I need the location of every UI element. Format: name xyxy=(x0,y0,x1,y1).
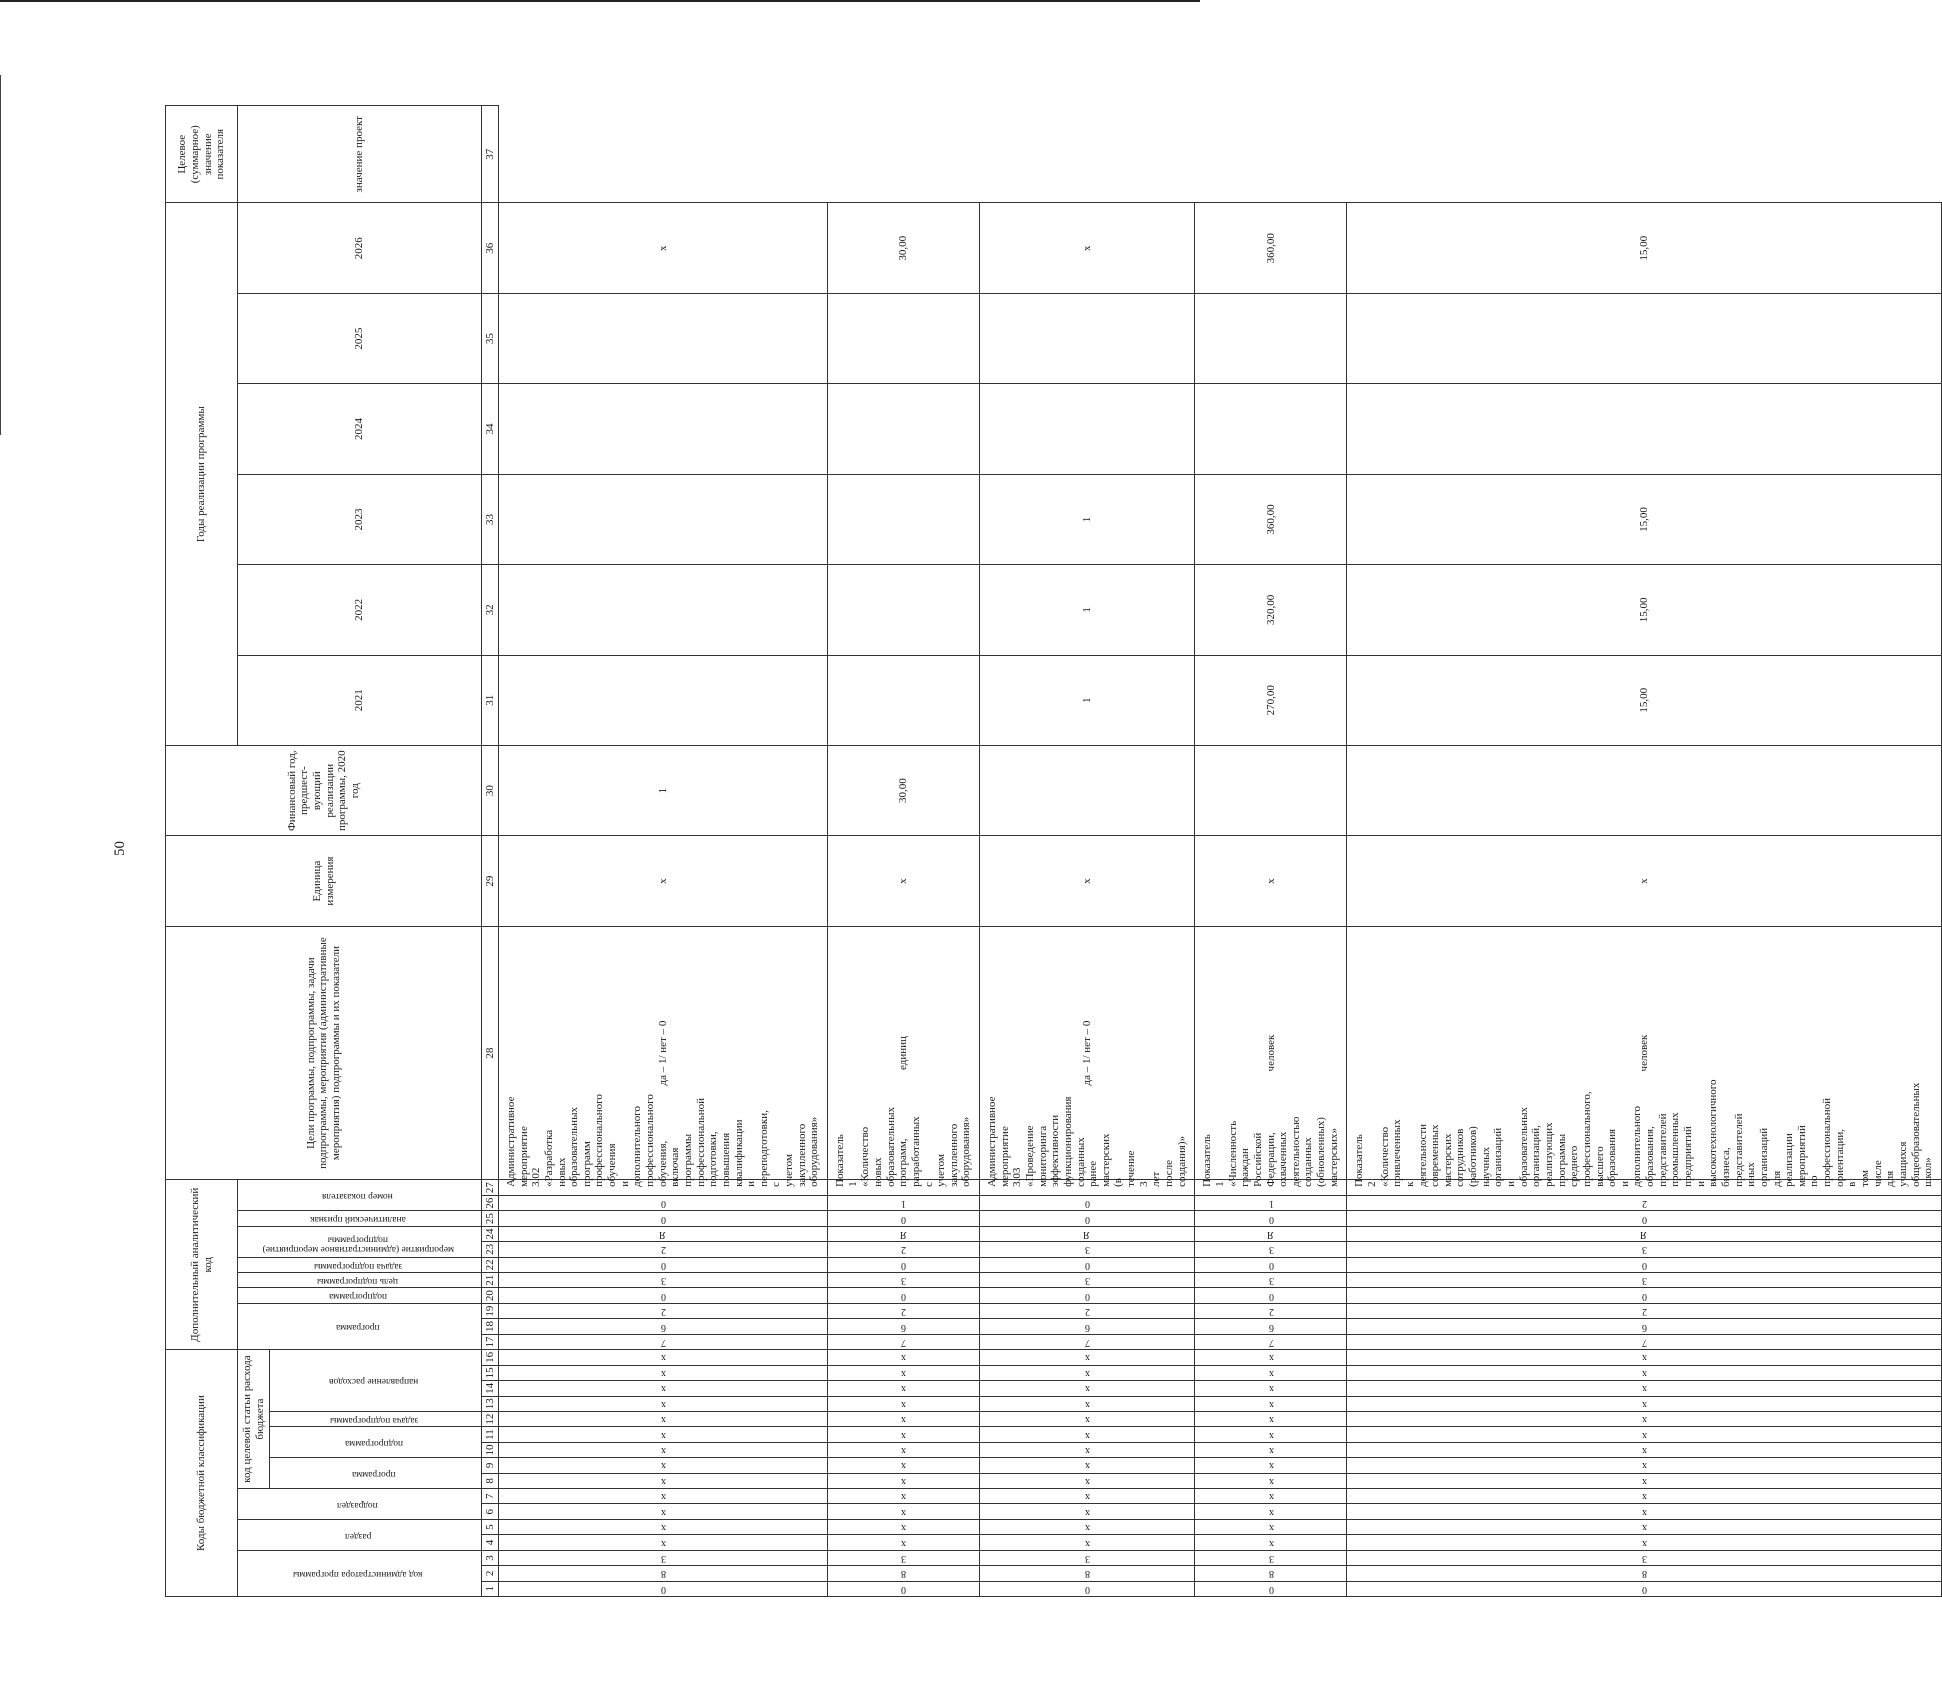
row-year-value: 1 xyxy=(980,655,1195,745)
row-year-value xyxy=(828,293,980,383)
code-cell: x xyxy=(828,1519,980,1534)
code-cell: x xyxy=(980,1458,1195,1473)
code-cell: x xyxy=(1347,1442,1941,1457)
column-number: 5 xyxy=(482,1519,499,1534)
code-cell: 2 xyxy=(828,1303,980,1318)
code-cell: 3 xyxy=(828,1550,980,1565)
table-row xyxy=(1347,106,1941,1597)
column-number: 32 xyxy=(482,565,499,655)
code-cell: x xyxy=(980,1396,1195,1411)
code-cell: 3 xyxy=(828,1273,980,1288)
code-cell: 3 xyxy=(1195,1273,1347,1288)
code-cell: x xyxy=(1195,1427,1347,1442)
row-unit: человек xyxy=(1347,926,1941,1180)
column-number: 2 xyxy=(482,1566,499,1581)
code-cell: 3 xyxy=(980,1273,1195,1288)
row-year-value xyxy=(1347,384,1941,474)
row-unit: да – 1/ нет – 0 xyxy=(980,926,1195,1180)
row-year-value xyxy=(1195,293,1347,383)
header-ext-event: мероприятие (административное мероприятие) подпрограммы xyxy=(238,1226,482,1257)
year-2023: 2023 xyxy=(238,474,482,564)
row-unit: человек xyxy=(1195,926,1347,1180)
column-number: 35 xyxy=(482,293,499,383)
header-budget-codes: Коды бюджетной классификации xyxy=(166,1350,238,1597)
header-subprogram: подпрограмма xyxy=(270,1427,482,1458)
code-cell: 0 xyxy=(499,1257,828,1272)
row-year-value: 1 xyxy=(980,474,1195,564)
code-cell: x xyxy=(1347,1396,1941,1411)
code-cell: 0 xyxy=(1195,1581,1347,1596)
column-number: 14 xyxy=(482,1381,499,1396)
header-fin-year: Финансовый год, предшест-вующий реализации программы, 2020 год xyxy=(166,745,482,835)
code-cell: x xyxy=(1195,1519,1347,1534)
column-number: 7 xyxy=(482,1489,499,1504)
code-cell: 0 xyxy=(499,1195,828,1210)
row-year-value xyxy=(828,655,980,745)
header-admin-code: код администратора программы xyxy=(238,1550,482,1596)
code-cell: 7 xyxy=(828,1334,980,1349)
code-cell: x xyxy=(980,1381,1195,1396)
row-year-value xyxy=(980,745,1195,835)
code-cell: 2 xyxy=(1195,1303,1347,1318)
scan-edge-top xyxy=(0,0,1200,2)
code-cell: x xyxy=(499,1381,828,1396)
code-cell: x xyxy=(980,1519,1195,1534)
column-number: 4 xyxy=(482,1535,499,1550)
year-2021: 2021 xyxy=(238,655,482,745)
code-cell: x xyxy=(1195,1442,1347,1457)
code-cell: 8 xyxy=(1195,1566,1347,1581)
code-cell: 3 xyxy=(1347,1242,1941,1257)
code-cell: 0 xyxy=(980,1257,1195,1272)
code-cell: x xyxy=(1347,1365,1941,1380)
code-cell: 2 xyxy=(499,1303,828,1318)
code-cell: x xyxy=(980,1365,1195,1380)
code-cell: x xyxy=(499,1427,828,1442)
code-cell: 6 xyxy=(828,1319,980,1334)
column-number: 28 xyxy=(482,926,499,1180)
code-cell: x xyxy=(828,1396,980,1411)
column-number: 36 xyxy=(482,203,499,293)
code-cell: 0 xyxy=(1347,1581,1941,1596)
row-target-value: x xyxy=(980,203,1195,293)
code-cell: 8 xyxy=(499,1566,828,1581)
code-cell: Я xyxy=(499,1226,828,1241)
year-2022: 2022 xyxy=(238,565,482,655)
code-cell: 7 xyxy=(499,1334,828,1349)
header-subsection: подраздел xyxy=(238,1489,482,1520)
code-cell: 2 xyxy=(828,1242,980,1257)
row-year-value xyxy=(1195,384,1347,474)
code-cell: x xyxy=(980,1411,1195,1426)
column-number: 13 xyxy=(482,1396,499,1411)
code-cell: 2 xyxy=(980,1303,1195,1318)
code-cell: 3 xyxy=(1347,1550,1941,1565)
row-year-value xyxy=(1347,745,1941,835)
row-description: Административное мероприятие 3.02 «Разработка новых образовательных программ профессионального обучения и дополнительного профессионального обучения, включая программы профессиональной подготовки, повышения квалификации и переподготовки, с учетом закупленного оборудования» xyxy=(499,1180,828,1196)
row-year-value: 320,00 xyxy=(1195,565,1347,655)
row-description: Показатель 1 «Численность граждан Российской Федерации, охваченных деятельностью созданных (обновленных) мастерских» xyxy=(1195,1180,1347,1196)
row-year-value xyxy=(828,474,980,564)
header-project-value: значение проект xyxy=(238,106,482,203)
code-cell: x xyxy=(980,1442,1195,1457)
code-cell: x xyxy=(828,1381,980,1396)
header-unit: Единица измерения xyxy=(166,836,482,926)
header-ext-indicator: номер показателя xyxy=(238,1180,482,1211)
column-number: 23 xyxy=(482,1242,499,1257)
code-cell: x xyxy=(499,1504,828,1519)
column-number: 31 xyxy=(482,655,499,745)
code-cell: 8 xyxy=(828,1566,980,1581)
code-cell: x xyxy=(1195,1411,1347,1426)
column-number: 16 xyxy=(482,1350,499,1366)
row-year-value xyxy=(499,565,828,655)
code-cell: 2 xyxy=(499,1242,828,1257)
table-row xyxy=(828,106,980,1597)
column-number: 24 xyxy=(482,1226,499,1241)
code-cell: x xyxy=(980,1427,1195,1442)
row-unit: да – 1/ нет – 0 xyxy=(499,926,828,1180)
code-cell: x xyxy=(828,1504,980,1519)
code-cell: Я xyxy=(980,1226,1195,1241)
code-cell: 0 xyxy=(828,1581,980,1596)
code-cell: 0 xyxy=(1195,1288,1347,1303)
column-number: 18 xyxy=(482,1319,499,1334)
code-cell: 1 xyxy=(1195,1195,1347,1210)
code-cell: x xyxy=(1195,1504,1347,1519)
header-target-value: Целевое (суммарное) значение показателя xyxy=(166,106,238,203)
row-year-value xyxy=(980,293,1195,383)
year-2024: 2024 xyxy=(238,384,482,474)
code-cell: 6 xyxy=(499,1319,828,1334)
row-year-value: 15,00 xyxy=(1347,474,1941,564)
column-number: 21 xyxy=(482,1273,499,1288)
column-number: 27 xyxy=(482,1180,499,1196)
code-cell: 0 xyxy=(828,1257,980,1272)
column-number: 8 xyxy=(482,1473,499,1488)
code-cell: Я xyxy=(828,1226,980,1241)
column-number: 3 xyxy=(482,1550,499,1565)
row-fin-year: x xyxy=(1195,836,1347,926)
code-cell: x xyxy=(828,1365,980,1380)
code-cell: 0 xyxy=(1347,1288,1941,1303)
code-cell: 0 xyxy=(980,1581,1195,1596)
code-cell: x xyxy=(1347,1381,1941,1396)
row-year-value xyxy=(499,384,828,474)
column-number: 29 xyxy=(482,836,499,926)
column-number: 20 xyxy=(482,1288,499,1303)
code-cell: x xyxy=(499,1442,828,1457)
code-cell: x xyxy=(499,1396,828,1411)
code-cell: x xyxy=(1195,1535,1347,1550)
code-cell: 3 xyxy=(499,1550,828,1565)
column-number: 15 xyxy=(482,1365,499,1380)
code-cell: 6 xyxy=(1347,1319,1941,1334)
code-cell: x xyxy=(1347,1427,1941,1442)
row-year-value xyxy=(980,384,1195,474)
column-numbers-row xyxy=(482,106,499,1597)
row-description: Показатель 2 «Количество привлеченных к деятельности современных мастерских сотрудников (работников) научных организаций и образовательных организаций, реализующих программы среднего профессионального, высшего образования и дополнительного образования, представителей промышленных предприятий и высокотехнологичного бизнеса, представителей иных организаций для реализации мероприятий по профессиональной ориентации, в том числе для учащихся общеобразовательных школ» xyxy=(1347,1180,1941,1196)
row-year-value xyxy=(1347,293,1941,383)
column-number: 1 xyxy=(482,1581,499,1596)
row-fin-year: x xyxy=(980,836,1195,926)
row-year-value xyxy=(1195,745,1347,835)
code-cell: 0 xyxy=(980,1211,1195,1226)
code-cell: x xyxy=(828,1473,980,1488)
code-cell: x xyxy=(980,1504,1195,1519)
table-row xyxy=(1195,106,1347,1597)
code-cell: x xyxy=(828,1458,980,1473)
column-number: 37 xyxy=(482,106,499,203)
code-cell: x xyxy=(499,1535,828,1550)
column-number: 19 xyxy=(482,1303,499,1318)
row-year-value xyxy=(828,565,980,655)
column-number: 10 xyxy=(482,1442,499,1457)
code-cell: 0 xyxy=(980,1288,1195,1303)
code-cell: 0 xyxy=(1195,1211,1347,1226)
code-cell: x xyxy=(828,1427,980,1442)
code-cell: 0 xyxy=(980,1195,1195,1210)
column-number: 30 xyxy=(482,745,499,835)
code-cell: 1 xyxy=(828,1195,980,1210)
row-description: Административное мероприятие 3.03 «Проведение мониторинга эффективности функционирования созданных ранее мастерских (в течение 3 лет после создания)» xyxy=(980,1180,1195,1196)
code-cell: x xyxy=(980,1535,1195,1550)
code-cell: 3 xyxy=(1195,1242,1347,1257)
row-unit: единиц xyxy=(828,926,980,1180)
code-cell: x xyxy=(980,1473,1195,1488)
code-cell: 0 xyxy=(499,1211,828,1226)
code-cell: x xyxy=(499,1365,828,1380)
row-year-value: 360,00 xyxy=(1195,474,1347,564)
program-indicators-table xyxy=(165,105,1942,1597)
code-cell: 3 xyxy=(499,1273,828,1288)
header-ext-subprogram: подпрограмма xyxy=(238,1288,482,1303)
header-kcsr: код целевой статьи расхода бюджета xyxy=(238,1350,270,1489)
code-cell: 6 xyxy=(1195,1319,1347,1334)
row-year-value xyxy=(499,293,828,383)
year-2025: 2025 xyxy=(238,293,482,383)
code-cell: Я xyxy=(1347,1226,1941,1241)
code-cell: x xyxy=(499,1458,828,1473)
code-cell: x xyxy=(1347,1350,1941,1366)
row-target-value: x xyxy=(499,203,828,293)
row-fin-year: x xyxy=(1347,836,1941,926)
code-cell: 3 xyxy=(980,1550,1195,1565)
row-year-value xyxy=(828,384,980,474)
row-target-value: 360,00 xyxy=(1195,203,1347,293)
code-cell: Я xyxy=(1195,1226,1347,1241)
column-number: 17 xyxy=(482,1334,499,1349)
rotated-page xyxy=(165,105,1935,1597)
code-cell: x xyxy=(499,1350,828,1366)
row-fin-year: x xyxy=(499,836,828,926)
row-year-value: 1 xyxy=(499,745,828,835)
code-cell: x xyxy=(499,1411,828,1426)
column-number: 9 xyxy=(482,1458,499,1473)
table-row xyxy=(980,106,1195,1597)
code-cell: x xyxy=(1195,1365,1347,1380)
header-direction: направление расходов xyxy=(270,1350,482,1412)
row-year-value: 270,00 xyxy=(1195,655,1347,745)
row-year-value xyxy=(499,474,828,564)
code-cell: x xyxy=(980,1350,1195,1366)
column-number: 12 xyxy=(482,1411,499,1426)
row-year-value: 15,00 xyxy=(1347,565,1941,655)
table-row xyxy=(499,106,828,1597)
header-extra-code: Дополнительный аналитический код xyxy=(166,1180,238,1350)
scan-edge-left xyxy=(0,75,1,435)
column-number: 26 xyxy=(482,1195,499,1210)
code-cell: 7 xyxy=(1195,1334,1347,1349)
header-task: задача подпрограммы xyxy=(270,1411,482,1426)
code-cell: x xyxy=(1347,1473,1941,1488)
row-target-value: 30,00 xyxy=(828,203,980,293)
header-ext-sign: аналитический признак xyxy=(238,1211,482,1226)
code-cell: 3 xyxy=(1195,1550,1347,1565)
code-cell: x xyxy=(1347,1458,1941,1473)
row-fin-year: x xyxy=(828,836,980,926)
code-cell: x xyxy=(1195,1350,1347,1366)
code-cell: x xyxy=(1347,1535,1941,1550)
header-section: раздел xyxy=(238,1519,482,1550)
code-cell: 2 xyxy=(1347,1303,1941,1318)
code-cell: 0 xyxy=(499,1581,828,1596)
code-cell: x xyxy=(1195,1473,1347,1488)
column-number: 25 xyxy=(482,1211,499,1226)
code-cell: 7 xyxy=(1347,1334,1941,1349)
column-number: 22 xyxy=(482,1257,499,1272)
code-cell: 7 xyxy=(980,1334,1195,1349)
code-cell: x xyxy=(828,1411,980,1426)
code-cell: 8 xyxy=(1347,1566,1941,1581)
code-cell: 2 xyxy=(1347,1195,1941,1210)
column-number: 6 xyxy=(482,1504,499,1519)
header-ext-task: задача подпрограммы xyxy=(238,1257,482,1272)
code-cell: x xyxy=(499,1489,828,1504)
code-cell: 0 xyxy=(828,1288,980,1303)
column-number: 34 xyxy=(482,384,499,474)
header-program: программа xyxy=(270,1458,482,1489)
code-cell: 0 xyxy=(499,1288,828,1303)
code-cell: x xyxy=(1195,1458,1347,1473)
code-cell: 6 xyxy=(980,1319,1195,1334)
code-cell: 8 xyxy=(980,1566,1195,1581)
header-ext-goal: цель подпрограммы xyxy=(238,1273,482,1288)
row-year-value: 15,00 xyxy=(1347,655,1941,745)
code-cell: x xyxy=(1347,1411,1941,1426)
row-year-value: 30,00 xyxy=(828,745,980,835)
code-cell: 0 xyxy=(828,1211,980,1226)
code-cell: 0 xyxy=(1347,1257,1941,1272)
code-cell: x xyxy=(1195,1396,1347,1411)
code-cell: 3 xyxy=(980,1242,1195,1257)
code-cell: x xyxy=(980,1489,1195,1504)
code-cell: x xyxy=(828,1350,980,1366)
page-number: 50 xyxy=(112,841,128,856)
code-cell: x xyxy=(828,1442,980,1457)
code-cell: x xyxy=(1347,1519,1941,1534)
row-description: Показатель 1 «Количество новых образовательных программ, разработанных с учетом закупленного оборудования» xyxy=(828,1180,980,1196)
code-cell: 0 xyxy=(1195,1257,1347,1272)
header-years: Годы реализации программы xyxy=(166,203,238,746)
column-number: 11 xyxy=(482,1427,499,1442)
code-cell: x xyxy=(1347,1489,1941,1504)
code-cell: x xyxy=(828,1489,980,1504)
code-cell: x xyxy=(828,1535,980,1550)
year-2026: 2026 xyxy=(238,203,482,293)
code-cell: x xyxy=(499,1473,828,1488)
code-cell: 0 xyxy=(1347,1211,1941,1226)
code-cell: x xyxy=(499,1519,828,1534)
column-number: 33 xyxy=(482,474,499,564)
code-cell: 3 xyxy=(1347,1273,1941,1288)
header-ext-program: программа xyxy=(238,1303,482,1349)
header-targets: Цели программы, подпрограммы, задачи подпрограммы, мероприятия (административные мероприятия) подпрограммы и их показатели xyxy=(166,926,482,1180)
row-year-value xyxy=(499,655,828,745)
row-year-value: 1 xyxy=(980,565,1195,655)
code-cell: x xyxy=(1195,1381,1347,1396)
code-cell: x xyxy=(1347,1504,1941,1519)
code-cell: x xyxy=(1195,1489,1347,1504)
row-target-value: 15,00 xyxy=(1347,203,1941,293)
